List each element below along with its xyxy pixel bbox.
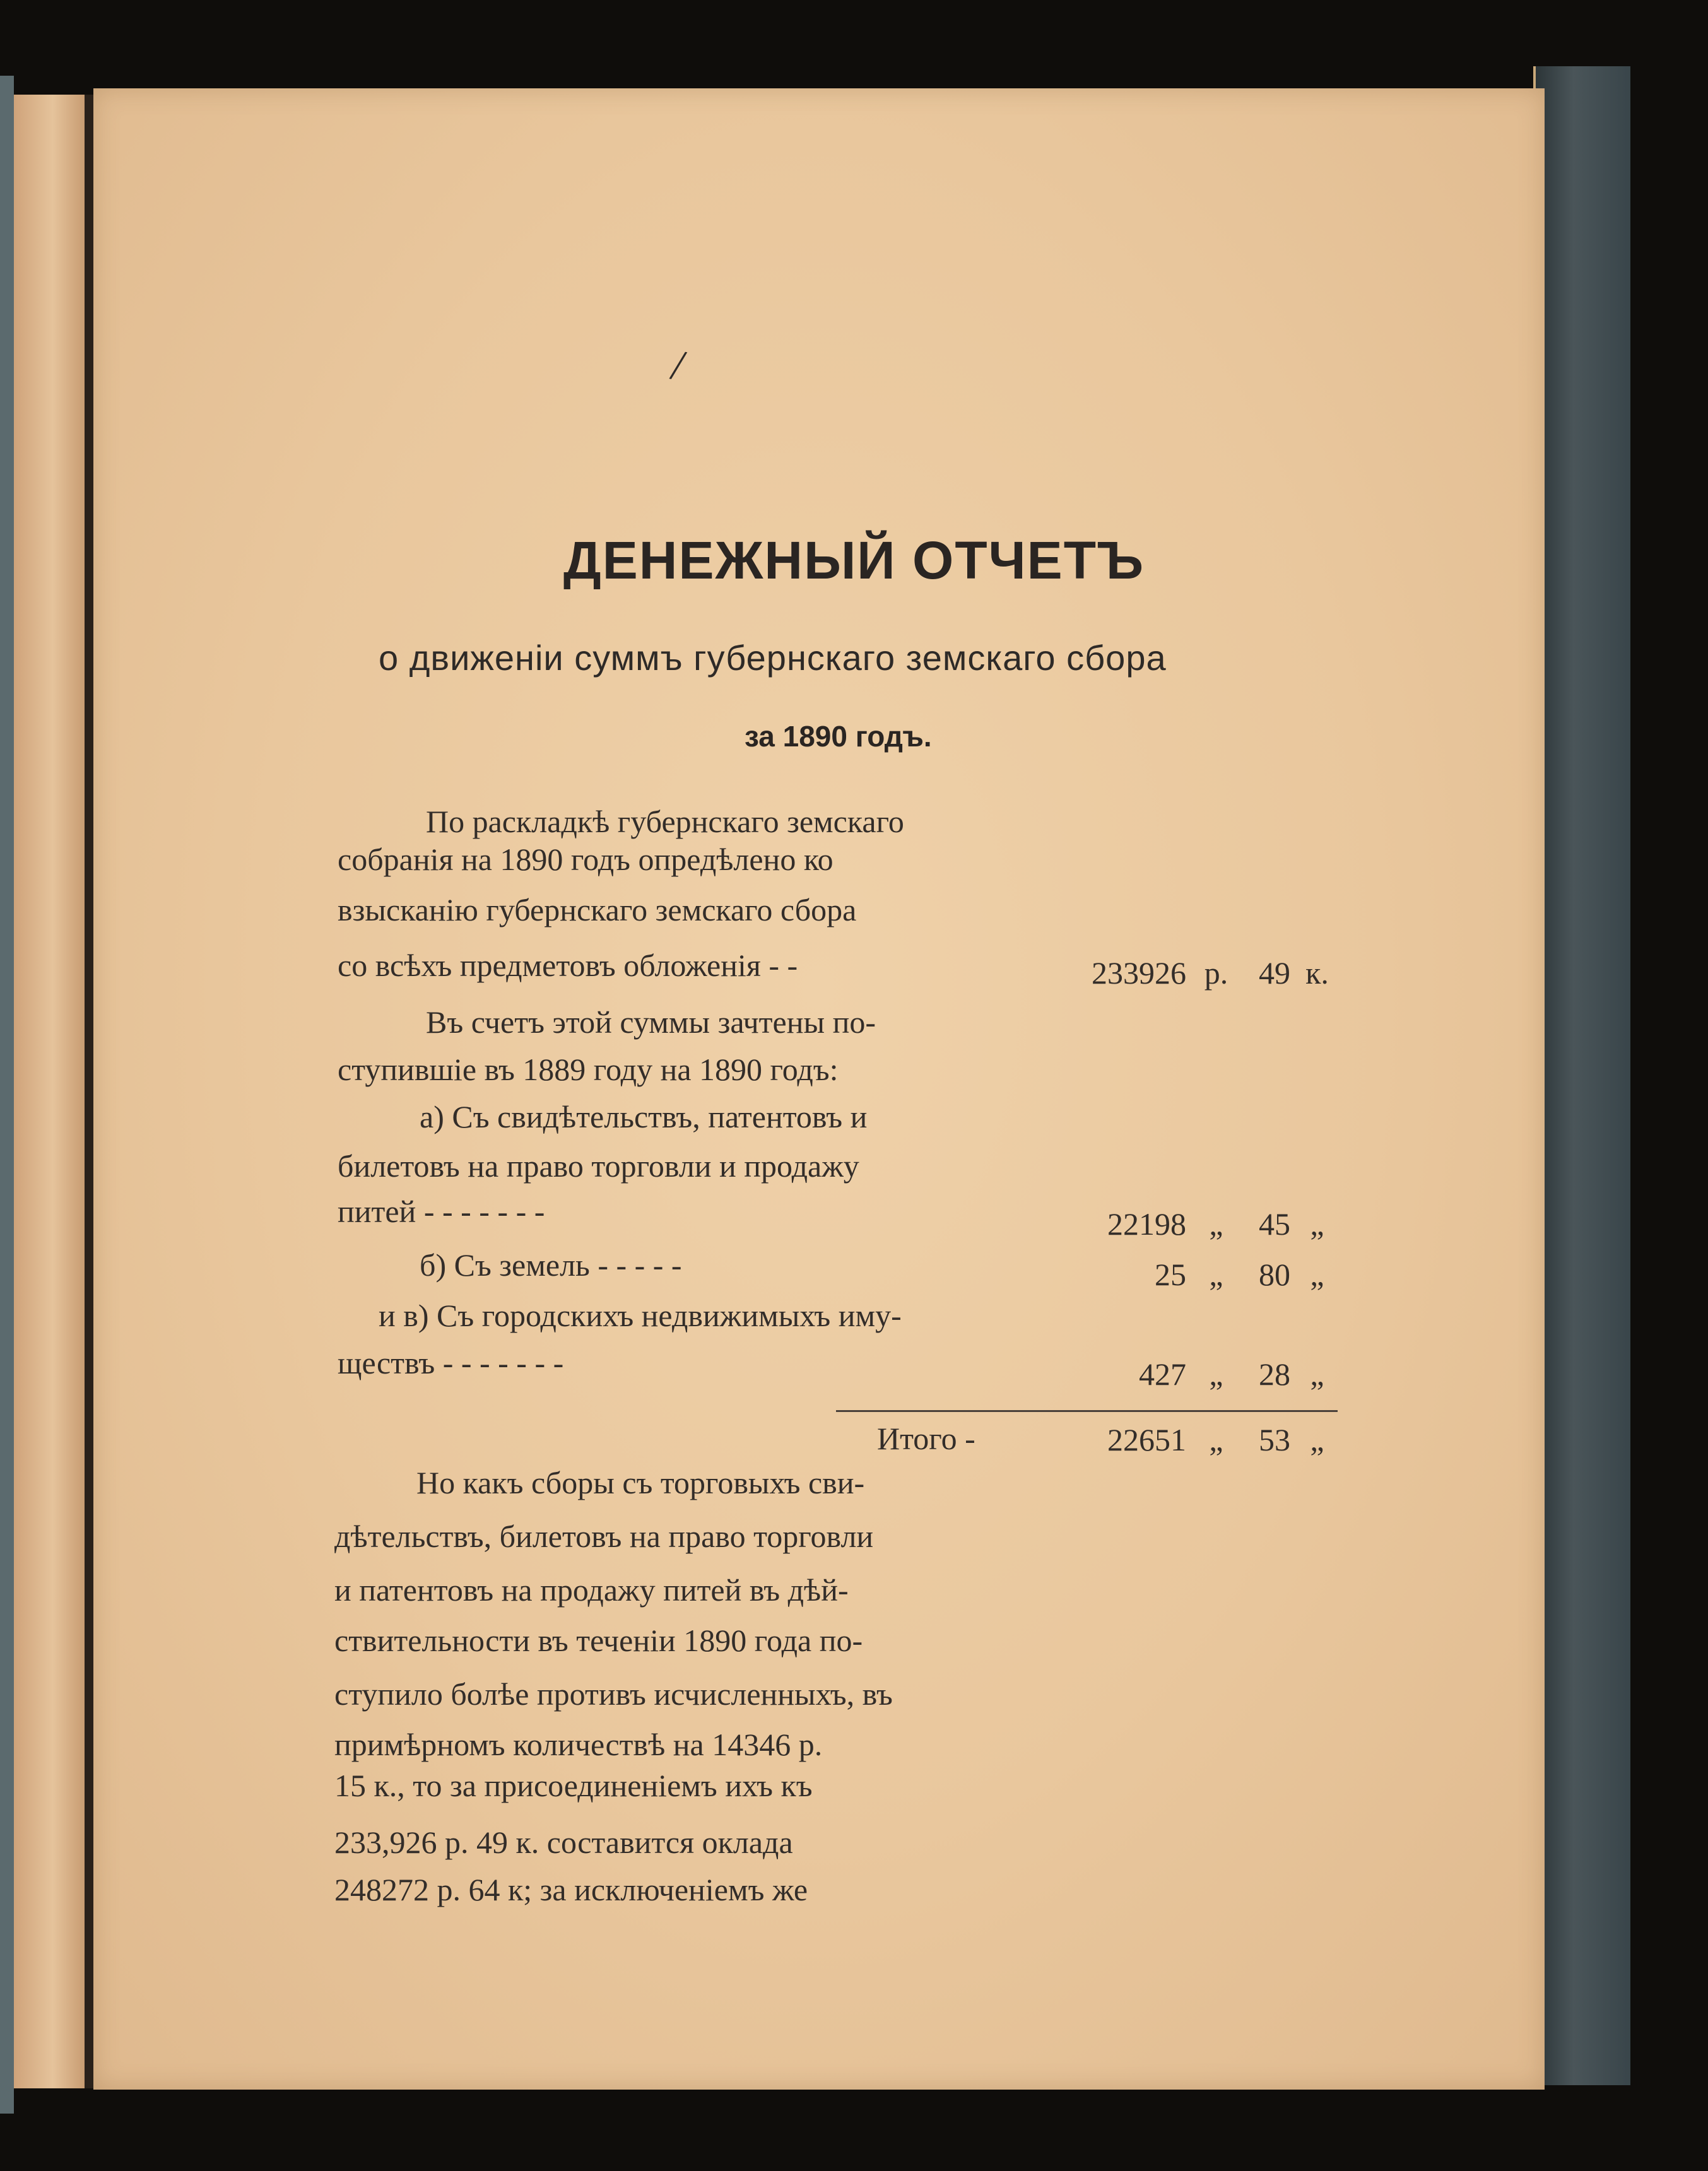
text-line: и патентовъ на продажу питей въ дѣй- (334, 1572, 849, 1608)
page-title: ДЕНЕЖНЫЙ ОТЧЕТЪ (563, 531, 1145, 590)
book-back-cover (1533, 66, 1630, 2085)
text-line: примѣрномъ количествѣ на 14346 р. (334, 1727, 823, 1762)
amount-kopecks: 28 (1259, 1356, 1290, 1392)
amount-unit: „ (1310, 1257, 1324, 1292)
text-line: а) Съ свидѣтельствъ, патентовъ и (420, 1099, 868, 1134)
text-line: ществъ - - - - - - - (338, 1345, 564, 1380)
amount-rubles: 233926 (1092, 955, 1186, 991)
book-spine (0, 76, 14, 2114)
text-line: собранiя на 1890 годъ опредѣлено ко (338, 842, 833, 877)
amount-separator: „ (1209, 1356, 1223, 1392)
amount-rubles: 22651 (1107, 1422, 1186, 1457)
text-line: со всѣхъ предметовъ обложенiя - - (338, 948, 798, 983)
text-line: 248272 р. 64 к; за исключенiемъ же (334, 1872, 808, 1907)
amount-separator: р. (1204, 955, 1228, 991)
amount-levy (1041, 948, 1336, 998)
total-rule (836, 1410, 1338, 1412)
amount-kopecks: 49 (1259, 955, 1290, 991)
amount-separator: „ (1209, 1422, 1223, 1457)
amount-rubles: 22198 (1107, 1206, 1186, 1242)
amount-rubles: 427 (1139, 1356, 1186, 1392)
text-line: б) Съ земель - - - - - (420, 1247, 682, 1283)
amount-total (1041, 1415, 1336, 1465)
amount-kopecks: 45 (1259, 1206, 1290, 1242)
text-line: 15 к., то за присоединенiемъ ихъ къ (334, 1768, 813, 1803)
page-mark: / (667, 340, 690, 391)
text-line: билетовъ на право торговли и продажу (338, 1148, 859, 1184)
text-line: и в) Съ городскихъ недвижимыхъ иму- (379, 1298, 902, 1333)
text-line: 233,926 р. 49 к. составится оклада (334, 1825, 793, 1860)
amount-unit: „ (1310, 1206, 1324, 1242)
amount-kopecks: 53 (1259, 1422, 1290, 1457)
amount-unit: „ (1310, 1356, 1324, 1392)
amount-kopecks: 80 (1259, 1257, 1290, 1292)
text-line: Но какъ сборы съ торговыхъ сви- (416, 1465, 865, 1500)
amount-rubles: 25 (1155, 1257, 1186, 1292)
amount-item-c (1041, 1349, 1336, 1399)
amount-separator: „ (1209, 1206, 1223, 1242)
book-gutter (85, 95, 93, 2088)
text-line: взысканiю губернскаго земскаго сбора (338, 892, 857, 927)
text-line: ступившiе въ 1889 году на 1890 годъ: (338, 1052, 839, 1087)
amount-unit: „ (1310, 1422, 1324, 1457)
text-line: дѣтельствъ, билетовъ на право торговли (334, 1519, 874, 1554)
amount-unit: к. (1305, 955, 1329, 991)
amount-item-b (1041, 1249, 1336, 1300)
amount-item-a (1041, 1199, 1336, 1249)
total-label: Итого - (877, 1421, 975, 1456)
page-subtitle: о движенiи суммъ губернскаго земскаго сбора (379, 638, 1167, 678)
text-line: Въ счетъ этой суммы зачтены по- (426, 1004, 876, 1040)
amount-separator: „ (1209, 1257, 1223, 1292)
text-line: ствительности въ теченiи 1890 года по- (334, 1623, 863, 1658)
report-year: за 1890 годъ. (745, 720, 932, 753)
text-line: По раскладкѣ губернскаго земскаго (426, 804, 904, 839)
text-line: ступило болѣе противъ исчисленныхъ, въ (334, 1676, 893, 1712)
left-page-edge (14, 95, 85, 2088)
text-line: питей - - - - - - - (338, 1194, 545, 1229)
